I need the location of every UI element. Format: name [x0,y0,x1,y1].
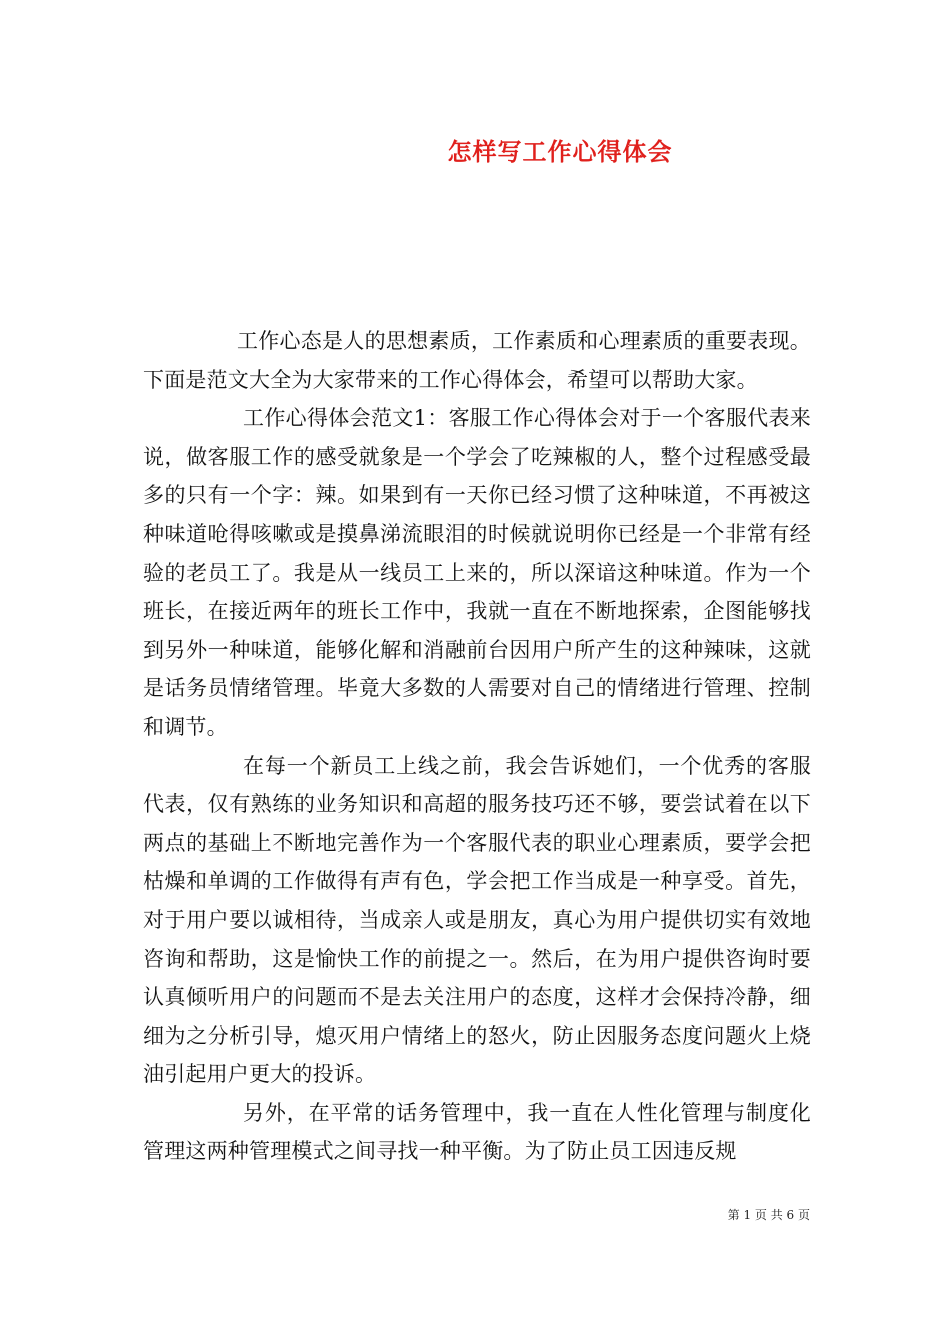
page-number: 第 1 页 共 6 页 [727,1208,810,1222]
paragraph-management: 另外，在平常的话务管理中，我一直在人性化管理与制度化管理这两种管理模式之间寻找一种平衡。为了防止员工因违反规 [143,1100,811,1164]
document-body [143,322,811,1171]
paragraph-intro: 工作心态是人的思想素质，工作素质和心理素质的重要表现。下面是范文大全为大家带来的工作心得体会，希望可以帮助大家。 [143,329,811,392]
paragraph-new-employee: 在每一个新员工上线之前，我会告诉她们，一个优秀的客服代表，仅有熟练的业务知识和高超的服务技巧还不够，要尝试着在以下两点的基础上不断地完善作为一个客服代表的职业心理素质，要学会把枯燥和单调的工作做得有声有色，学会把工作当成是一种享受。首先，对于用户要以诚相待，当成亲人或是朋友，真心为用户提供切实有效地咨询和帮助，这是愉快工作的前提之一。然后，在为用户提供咨询时要认真倾听用户的问题而不是去关注用户的态度，这样才会保持冷静，细细为之分析引导，熄灭用户情绪上的怒火，防止因服务态度问题火上烧油引起用户更大的投诉。 [143,753,811,1087]
document-title: 怎样写工作心得体会 [447,137,673,166]
paragraph-sample-1: 工作心得体会范文1：客服工作心得体会对于一个客服代表来说，做客服工作的感受就象是一个学会了吃辣椒的人，整个过程感受最多的只有一个字：辣。如果到有一天你已经习惯了这种味道，不再被这种味道呛得咳嗽或是摸鼻涕流眼泪的时候就说明你已经是一个非常有经验的老员工了。我是从一线员工上来的，所以深谙这种味道。作为一个班长，在接近两年的班长工作中，我就一直在不断地探索，企图能够找到另外一种味道，能够化解和消融前台因用户所产生的这种辣味，这就是话务员情绪管理。毕竟大多数的人需要对自己的情绪进行管理、控制和调节。 [143,406,811,739]
